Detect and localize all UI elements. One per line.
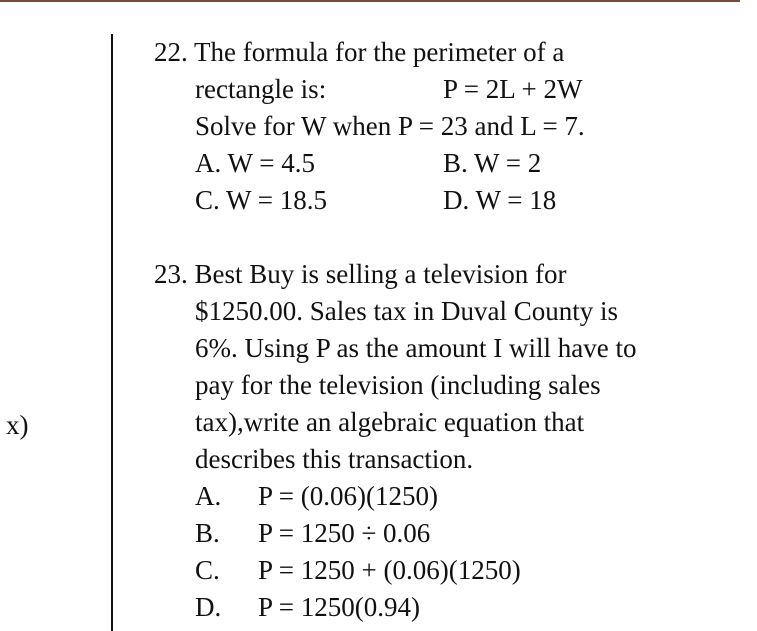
q23-choice-a-text: P = (0.06)(1250)	[258, 481, 438, 511]
q23-line-1: 23. Best Buy is selling a television for	[154, 259, 567, 289]
q22-formula: P = 2L + 2W	[443, 74, 583, 104]
q23-choice-b-text: P = 1250 ÷ 0.06	[258, 518, 431, 548]
q23-choice-b-letter: B.	[195, 518, 220, 548]
q22-line-1: 22. The formula for the perimeter of a	[154, 37, 565, 67]
q22-choice-c: C. W = 18.5	[195, 185, 327, 215]
q23-choice-a-letter: A.	[195, 481, 222, 511]
q23-line-3: 6%. Using P as the amount I will have to	[195, 333, 637, 363]
margin-fragment: x)	[6, 410, 29, 440]
q23-choice-c-text: P = 1250 + (0.06)(1250)	[258, 555, 521, 585]
q23-choice-d-letter: D.	[195, 592, 222, 622]
q23-line-5: tax),write an algebraic equation that	[195, 407, 585, 437]
q22-line-2: rectangle is:	[195, 74, 327, 104]
q22-choice-d: D. W = 18	[443, 185, 557, 215]
q23-line-4: pay for the television (including sales	[195, 370, 601, 400]
column-divider	[111, 34, 113, 631]
q23-choice-d-text: P = 1250(0.94)	[258, 592, 420, 622]
q22-line-3: Solve for W when P = 23 and L = 7.	[195, 111, 585, 141]
q23-line-2: $1250.00. Sales tax in Duval County is	[195, 296, 618, 326]
q22-choice-a: A. W = 4.5	[195, 148, 315, 178]
q23-choice-c-letter: C.	[195, 555, 220, 585]
q23-line-6: describes this transaction.	[195, 444, 474, 474]
top-rule	[0, 0, 740, 2]
q22-choice-b: B. W = 2	[443, 148, 542, 178]
